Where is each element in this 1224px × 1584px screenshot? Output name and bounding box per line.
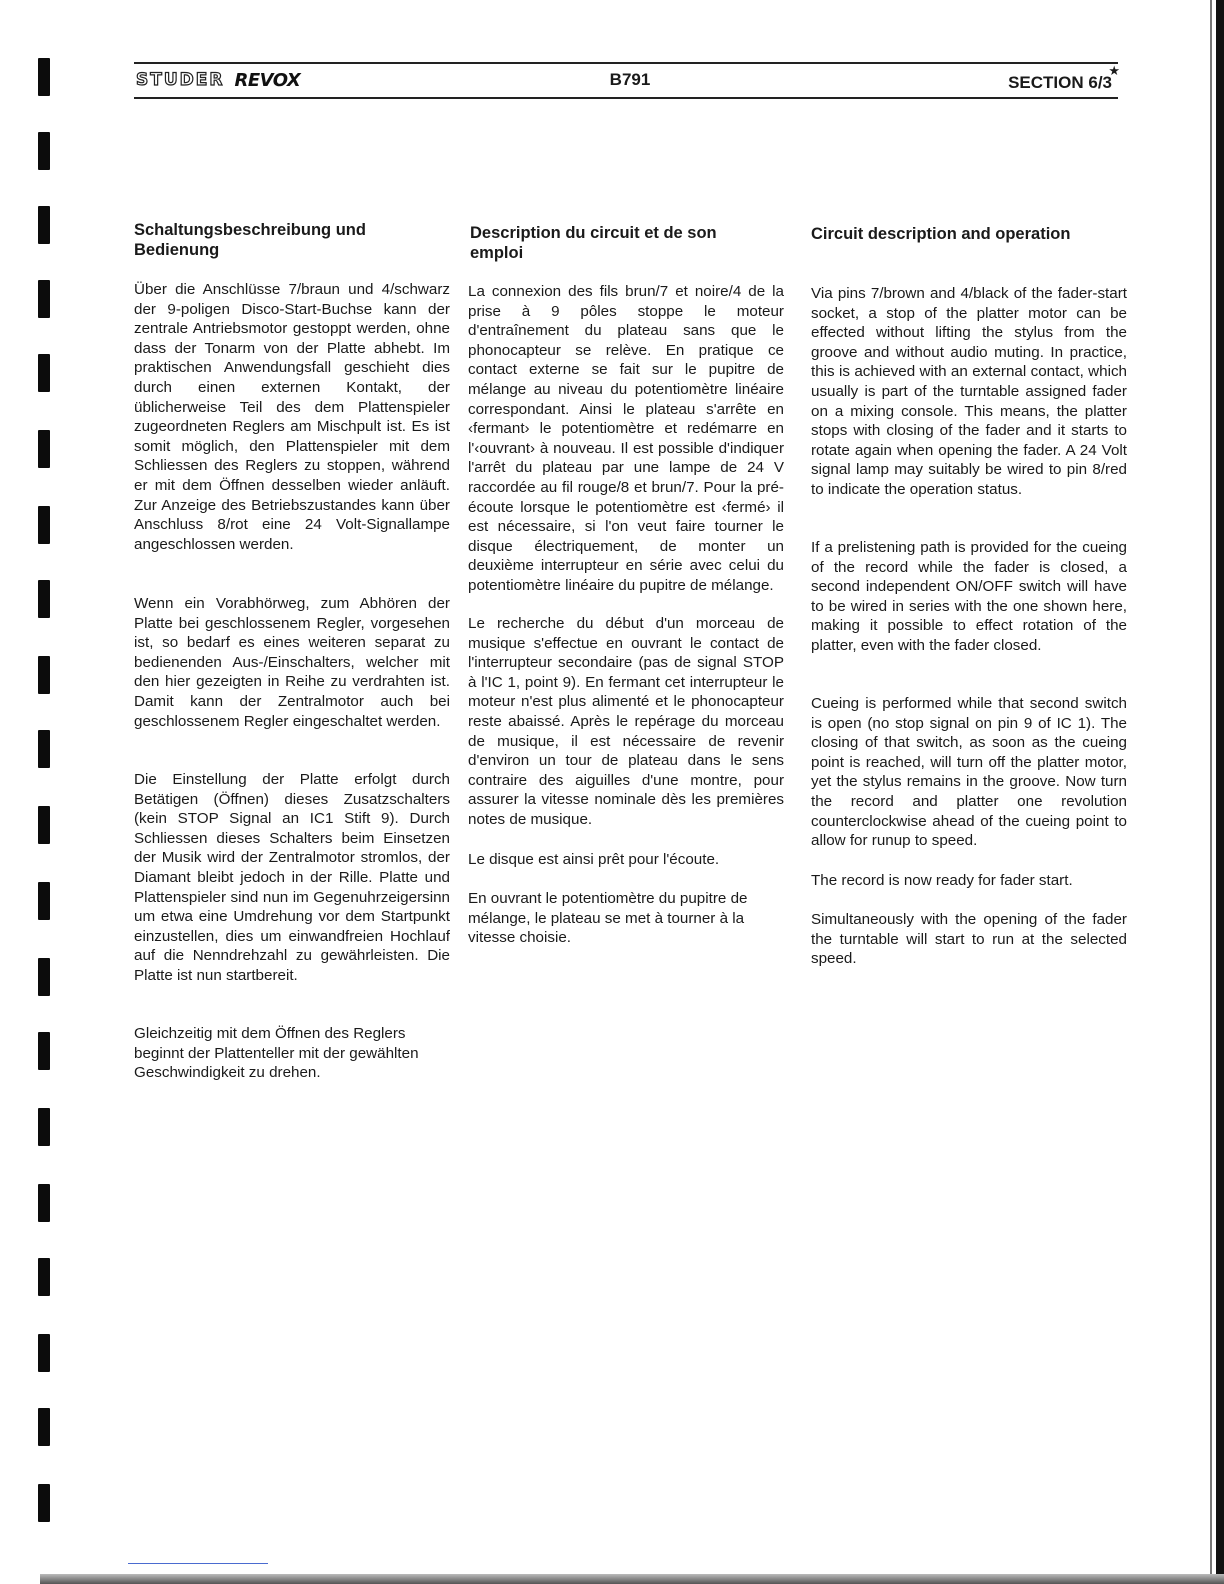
english-paragraph-5: Simultaneously with the opening of the fader the turntable will start to run at the selected speed. [811,911,1127,968]
header-rule-top [134,62,1118,64]
binding-mark [38,1184,50,1222]
binding-mark [38,806,50,844]
binding-mark [38,1408,50,1446]
star-mark: ★ [1108,63,1120,78]
binding-mark [38,882,50,920]
english-paragraph-4: The record is now ready for fader start. [811,872,1073,889]
section-label: SECTION 6/3 [1008,73,1112,92]
binding-mark [38,206,50,244]
binding-mark [38,430,50,468]
german-heading: Schaltungsbeschreibung und Bedienung [134,221,366,259]
scan-edge-right [1216,0,1224,1584]
german-paragraph-4: Gleichzeitig mit dem Öffnen des Reglers beginnt der Plattenteller mit der gewählten Geschwindigkeit zu drehen. [134,1025,419,1082]
studer-logo: STUDER [136,70,225,90]
scan-edge-bottom [40,1574,1224,1584]
binding-mark [38,354,50,392]
binding-mark [38,1258,50,1296]
binding-mark [38,958,50,996]
english-paragraph-1: Via pins 7/brown and 4/black of the fader-start socket, a stop of the platter motor can be effected without lifting the stylus from the groove and without audio muting. In practice, this is achieved with an external contact, which usually is part of the turntable assigned fader on a mixing console. This means, the platter stops with closing of the fader and it starts to rotate again when opening the fader. A 24 Volt signal lamp may suitably be wired to pin 8/red to indicate the operation status. [811,285,1127,498]
french-paragraph-1: La connexion des fils brun/7 et noire/4 de la prise à 9 pôles stoppe le moteur d'entraînement du plateau sans que le phonocapteur se relève. En pratique ce contact externe se fait sur le pupitre de mélange au niveau du potentiomètre linéaire correspondant. Ainsi le plateau s'arrête en ‹fermant› le potentiomètre et redémarre en l'‹ouvrant› à nouveau. Il est possible d'indiquer l'arrêt du plateau par une lampe de 24 V raccordée au fil rouge/8 et brun/7. Pour la pré-écoute lorsque le potentiomètre est ‹fermé› il est nécessaire, si l'on veut faire tourner le disque électriquement, de monter un deuxième interrupteur en série avec celui du potentiomètre linéaire du pupitre de mélange. [468,283,784,594]
french-paragraph-4: En ouvrant le potentiomètre du pupitre de mélange, le plateau se met à tourner à la vitesse choisie. [468,890,748,947]
binding-mark [38,1032,50,1070]
revox-logo: REVOX [234,69,301,91]
scan-edge-right-inner [1210,0,1212,1584]
binding-mark [38,58,50,96]
german-paragraph-1: Über die Anschlüsse 7/braun und 4/schwarz der 9-poligen Disco-Start-Buchse kann der zentrale Antriebsmotor gestoppt werden, ohne dass der Tonarm von der Platte abhebt. Im praktischen Anwendungsfall geschieht dies durch einen externen Kontakt, der üblicherweise Teil des dem Plattenspieler zugeordneten Reglers am Mischpult ist. Es ist somit möglich, den Plattenspieler mit dem Schliessen des Reglers zu stoppen, während er mit dem Öffnen desselben wieder anläuft. Zur Anzeige des Betriebszustandes kann über Anschluss 8/rot eine 24 Volt-Signallampe angeschlossen werden. [134,281,450,553]
french-paragraph-2: Le recherche du début d'un morceau de musique s'effectue en ouvrant le contact de l'interrupteur secondaire (pas de signal STOP à l'IC 1, point 9). En fermant cet interrupteur le moteur n'est plus alimenté et le phonocapteur reste abaissé. Après le repérage du morceau de musique, il est nécessaire de revenir d'environ un tour de plateau dans le sens contraire des aiguilles d'une montre, pour assurer la vitesse nominale dès les premières notes de musique. [468,615,784,828]
header-rule-bottom [134,97,1118,99]
binding-mark [38,132,50,170]
binding-mark [38,1334,50,1372]
binding-mark [38,656,50,694]
binding-mark [38,580,50,618]
binding-mark [38,1484,50,1522]
binding-mark [38,1108,50,1146]
french-heading: Description du circuit et de son emploi [470,224,717,262]
scan-underline-mark [128,1563,268,1564]
model-number: B791 [609,70,651,89]
german-paragraph-2: Wenn ein Vorabhörweg, zum Abhören der Platte bei geschlossenem Regler, vorgesehen ist, so bedarf es eines weiteren separat zu bedienenden Aus-/Einschalters, welcher mit den hier gezeigten in Reihe zu verdrahten ist. Damit kann der Zentralmotor auch bei geschlossenem Regler eingeschaltet werden. [134,595,450,730]
binding-mark [38,730,50,768]
french-paragraph-3: Le disque est ainsi prêt pour l'écoute. [468,851,720,868]
english-paragraph-2: If a prelistening path is provided for the cueing of the record while the fader is closed, a second independent ON/OFF switch will have to be wired in series with the one shown here, making it possible to effect rotation of the platter, even with the fader closed. [811,539,1127,654]
german-paragraph-3: Die Einstellung der Platte erfolgt durch Betätigen (Öffnen) dieses Zusatzschalters (kein STOP Signal an IC1 Stift 9). Durch Schliessen dieses Schalters beim Einsetzen der Musik wird der Zentralmotor stromlos, der Diamant bleibt jedoch in der Rille. Platte und Plattenspieler sind nun im Gegenuhrzeigersinn um etwa eine Umdrehung vor dem Startpunkt einzustellen, dies um einwandfreien Hochlauf auf die Nenndrehzahl zu gewährleisten. Die Platte ist nun startbereit. [134,771,450,984]
english-paragraph-3: Cueing is performed while that second switch is open (no stop signal on pin 9 of IC 1). The closing of that switch, as soon as the cueing point is reached, will turn off the platter motor, yet the stylus remains in the groove. Now turn the record and platter one revolution counterclockwise ahead of the cueing point to allow for runup to speed. [811,695,1127,850]
english-heading: Circuit description and operation [811,225,1071,243]
binding-mark [38,506,50,544]
brand-logo [136,68,300,92]
binding-mark [38,280,50,318]
